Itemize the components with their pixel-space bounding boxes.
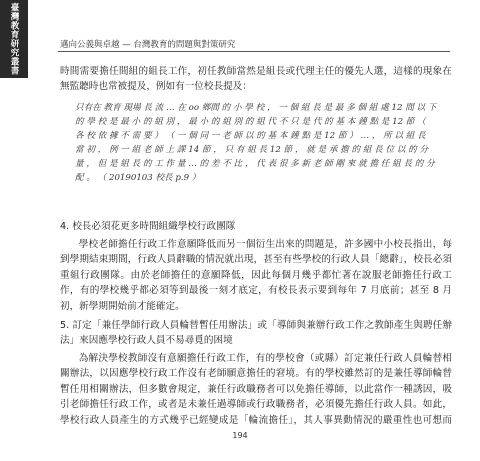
section-heading-4: 4. 校長必須花更多時間組織學校行政團隊 — [60, 221, 236, 232]
paragraph-4: 學校老師擔任行政工作意願降低而另一個衍生出來的問題是，許多國中小校長指出，每到學期結束期間，行政人員辭職的情況就出現，甚至有些學校的行政人員「總辭」，校長必須重組行政團隊。由於老師擔任的意願降低，因此每個月幾乎都忙著在說服老師擔任行政工作，有的學校幾乎都必須等到最後一刻才底定，有校長表示要到每年 7 月底前；甚至 8 月初，新學期開始前才能確定。 — [60, 239, 452, 312]
interview-quote: 只有在 教育 現場 長 流 … 在 oo 鄉間 的 小 學 校 ， 一 個 組 長 是 最 多 個 組 處 12 間 以 下 的 學 校 是 最 小 的 組 別 ， 最 小 的 組 別 的 組 代 不 只 是 代 的 基 本 鐘 點 是 12 節 （ 各 校 依 據 不 需 要 ） （ 一 個 同 一 老 師 以 的 基 本 鐘 點 是 12 節 ） … ， 所 以 組 長 當 初 ， 例 一 組 老 師 上 課 14 節 ， 只 有 組 長 12 節 ， 就 是 承 擔 的 組 長 位 以 的 分 量 ， 但 是 組 長 的 工 作 量 … 的 差 不 比 ， 代 表 很 多 新 老 師 剛 來 就 擔 任 組 長 的 分 配 。 （ 20190103 校長 p.9 ） — [75, 103, 437, 183]
side-tab — [0, 0, 28, 78]
paragraph-intro: 時間需要擔任間組的組長工作，初任教師當然是組長或代理主任的優先人選，這樣的現象在無監聽時也常被提及，例如有一位校長提及： — [60, 66, 452, 93]
section-heading-5: 5. 訂定「兼任學師行政人員輪替暫任用辦法」或「導師與兼辦行政工作之教師產生與聘任辦法」來因應學校行政人員不易尋覓的困境 — [60, 320, 452, 347]
running-header: 邁向公義與卓越 — 台灣教育的問題與對策研究 — [60, 40, 236, 50]
side-tab-label: 臺灣教育研究叢書 — [9, 3, 19, 75]
header-rule — [58, 51, 450, 52]
page-number: 194 — [232, 431, 248, 440]
paragraph-5: 為解決學校教師沒有意願擔任行政工作，有的學校會（或縣）訂定兼任行政人員輪替相關辦法，以因應學校行政工作沒有老師願意擔任的窘境。有的學校雖然訂的是兼任導師輪替暫任用相關辦法，但多數會規定，兼任行政職務者可以免擔任導師，以此當作一種誘因，吸引老師擔任行政工作，或者是未兼任過導師或行政職務者，必須優先擔任行政人員。如此，學校行政人員產生的方式幾乎已經變成是「輪流擔任」，其人事異動情況的嚴重性也可想而 — [60, 353, 452, 426]
